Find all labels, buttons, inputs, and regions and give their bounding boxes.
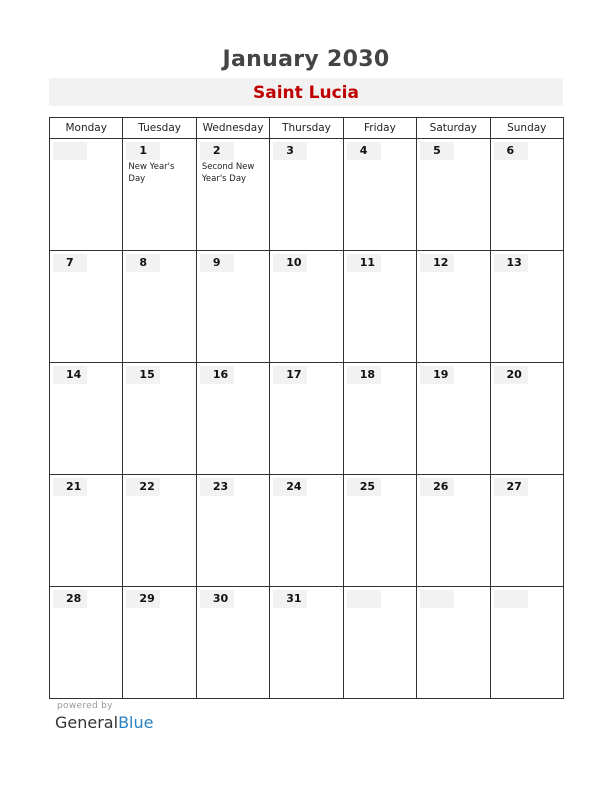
day-cell[interactable] — [196, 587, 269, 699]
holiday-label: New Year's Day — [128, 162, 175, 184]
day-cell[interactable] — [270, 587, 343, 699]
day-number: 12 — [420, 254, 454, 272]
weekday-tuesday: Tuesday — [123, 118, 196, 139]
day-number: 8 — [126, 254, 160, 272]
day-cell[interactable] — [490, 587, 563, 699]
day-cell[interactable] — [270, 363, 343, 475]
day-cell[interactable] — [50, 251, 123, 363]
day-cell[interactable] — [417, 475, 490, 587]
day-cell[interactable] — [123, 475, 196, 587]
day-number: 28 — [53, 590, 87, 608]
day-cell[interactable] — [490, 363, 563, 475]
powered-by-label: powered by — [57, 701, 113, 711]
day-number: 20 — [494, 366, 528, 384]
day-cell[interactable] — [270, 251, 343, 363]
weekday-monday: Monday — [50, 118, 123, 139]
day-number: 25 — [347, 478, 381, 496]
weekday-header-row — [50, 118, 564, 139]
day-cell[interactable] — [270, 139, 343, 251]
day-cell[interactable] — [343, 475, 416, 587]
day-cell[interactable] — [123, 363, 196, 475]
day-number: 19 — [420, 366, 454, 384]
day-cell[interactable] — [270, 475, 343, 587]
day-cell[interactable] — [343, 587, 416, 699]
day-number: 2 — [200, 142, 234, 160]
day-number: 14 — [53, 366, 87, 384]
day-number — [494, 590, 528, 608]
brand-general-text: General — [55, 713, 119, 732]
day-number: 17 — [273, 366, 307, 384]
day-cell[interactable] — [50, 475, 123, 587]
country-band — [49, 78, 563, 106]
day-cell[interactable] — [196, 363, 269, 475]
day-number — [347, 590, 381, 608]
day-cell[interactable] — [50, 587, 123, 699]
weekday-wednesday: Wednesday — [196, 118, 269, 139]
day-number: 29 — [126, 590, 160, 608]
day-number: 6 — [494, 142, 528, 160]
day-cell[interactable] — [490, 475, 563, 587]
day-cell[interactable] — [343, 363, 416, 475]
day-number: 22 — [126, 478, 160, 496]
day-cell[interactable] — [417, 139, 490, 251]
day-number: 15 — [126, 366, 160, 384]
day-cell[interactable] — [123, 251, 196, 363]
day-number: 1 — [126, 142, 160, 160]
day-cell[interactable] — [123, 139, 196, 251]
day-number: 5 — [420, 142, 454, 160]
day-number: 3 — [273, 142, 307, 160]
day-number: 11 — [347, 254, 381, 272]
day-number: 21 — [53, 478, 87, 496]
brand-blue-text: Blue — [118, 713, 154, 732]
day-number: 13 — [494, 254, 528, 272]
day-number: 30 — [200, 590, 234, 608]
weekday-sunday: Sunday — [490, 118, 563, 139]
day-number: 7 — [53, 254, 87, 272]
weekday-thursday: Thursday — [270, 118, 343, 139]
day-cell[interactable] — [343, 139, 416, 251]
day-cell[interactable] — [490, 139, 563, 251]
day-cell[interactable] — [123, 587, 196, 699]
day-number: 31 — [273, 590, 307, 608]
week-row — [50, 475, 564, 587]
day-number: 24 — [273, 478, 307, 496]
calendar-title: January 2030 — [222, 47, 390, 72]
holiday-label: Second New Year's Day — [201, 162, 255, 184]
day-number: 9 — [200, 254, 234, 272]
weekday-friday: Friday — [343, 118, 416, 139]
week-row — [50, 139, 564, 251]
day-cell[interactable] — [490, 251, 563, 363]
country-name: Saint Lucia — [252, 83, 359, 103]
day-number: 23 — [200, 478, 234, 496]
week-row — [50, 363, 564, 475]
day-cell[interactable] — [196, 475, 269, 587]
day-number: 27 — [494, 478, 528, 496]
day-cell[interactable] — [50, 139, 123, 251]
day-number: 18 — [347, 366, 381, 384]
day-cell[interactable] — [417, 363, 490, 475]
week-row — [50, 251, 564, 363]
day-cell[interactable] — [196, 251, 269, 363]
day-number — [420, 590, 454, 608]
day-cell[interactable] — [50, 363, 123, 475]
day-cell[interactable] — [417, 251, 490, 363]
weekday-saturday: Saturday — [417, 118, 490, 139]
day-cell[interactable] — [417, 587, 490, 699]
day-number — [53, 142, 87, 160]
day-number: 10 — [273, 254, 307, 272]
day-cell[interactable] — [196, 139, 269, 251]
generalblue-logo[interactable] — [55, 713, 153, 732]
week-row — [50, 587, 564, 699]
day-number: 16 — [200, 366, 234, 384]
calendar-grid — [49, 117, 564, 699]
day-number: 4 — [347, 142, 381, 160]
day-cell[interactable] — [343, 251, 416, 363]
day-number: 26 — [420, 478, 454, 496]
